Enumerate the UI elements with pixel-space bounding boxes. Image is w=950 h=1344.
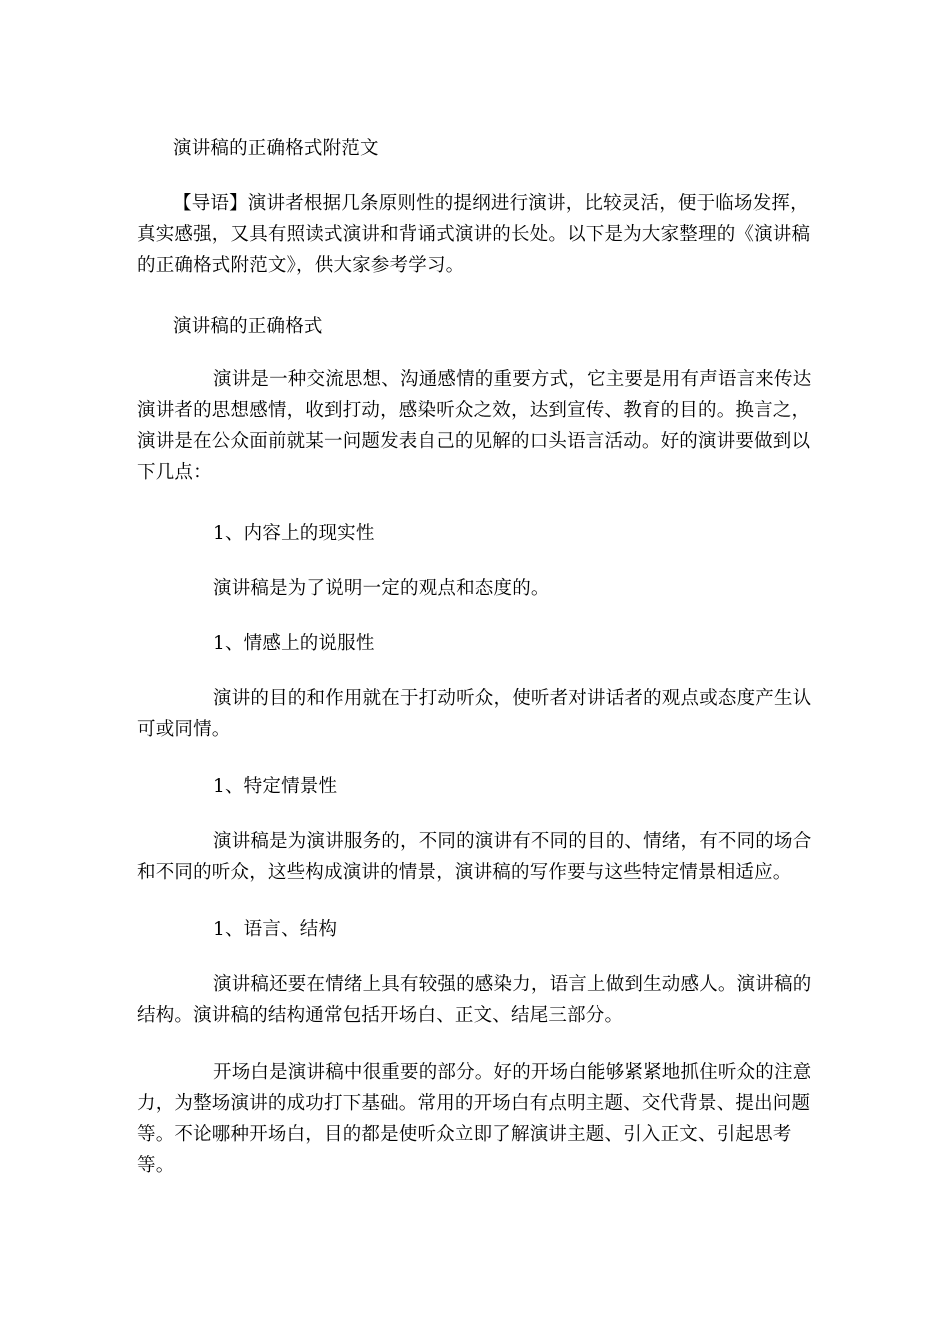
item1-heading: 1、内容上的现实性 (213, 523, 375, 544)
item1-text: 演讲稿是为了说明一定的观点和态度的。 (213, 578, 550, 599)
intro-paragraph: 【导语】演讲者根据几条原则性的提纲进行演讲，比较灵活，便于临场发挥，真实感强，又具有照读式演讲和背诵式演讲的长处。以下是为大家整理的《演讲稿的正确格式附范文》，供大家参考学习。 (137, 193, 811, 276)
item4-text: 演讲稿还要在情绪上具有较强的感染力，语言上做到生动感人。演讲稿的结构。演讲稿的结构通常包括开场白、正文、结尾三部分。 (137, 974, 812, 1026)
item4-heading: 1、语言、结构 (213, 919, 338, 940)
item3-heading: 1、特定情景性 (213, 776, 338, 797)
section-heading: 演讲稿的正确格式 (173, 316, 323, 337)
item2-text: 演讲的目的和作用就在于打动听众，使听者对讲话者的观点或态度产生认可或同情。 (137, 688, 812, 740)
definition-paragraph: 演讲是一种交流思想、沟通感情的重要方式，它主要是用有声语言来传达演讲者的思想感情，收到打动，感染听众之效，达到宣传、教育的目的。换言之，演讲是在公众面前就某一问题发表自己的见解的口头语言活动。好的演讲要做到以下几点： (137, 369, 812, 483)
document-title: 演讲稿的正确格式附范文 (173, 138, 379, 159)
item3-text: 演讲稿是为演讲服务的，不同的演讲有不同的目的、情绪，有不同的场合和不同的听众，这些构成演讲的情景，演讲稿的写作要与这些特定情景相适应。 (137, 831, 812, 883)
opening-paragraph: 开场白是演讲稿中很重要的部分。好的开场白能够紧紧地抓住听众的注意力，为整场演讲的成功打下基础。常用的开场白有点明主题、交代背景、提出问题等。不论哪种开场白，目的都是使听众立即了解演讲主题、引入正文、引起思考等。 (137, 1062, 812, 1176)
item2-heading: 1、情感上的说服性 (213, 633, 375, 654)
